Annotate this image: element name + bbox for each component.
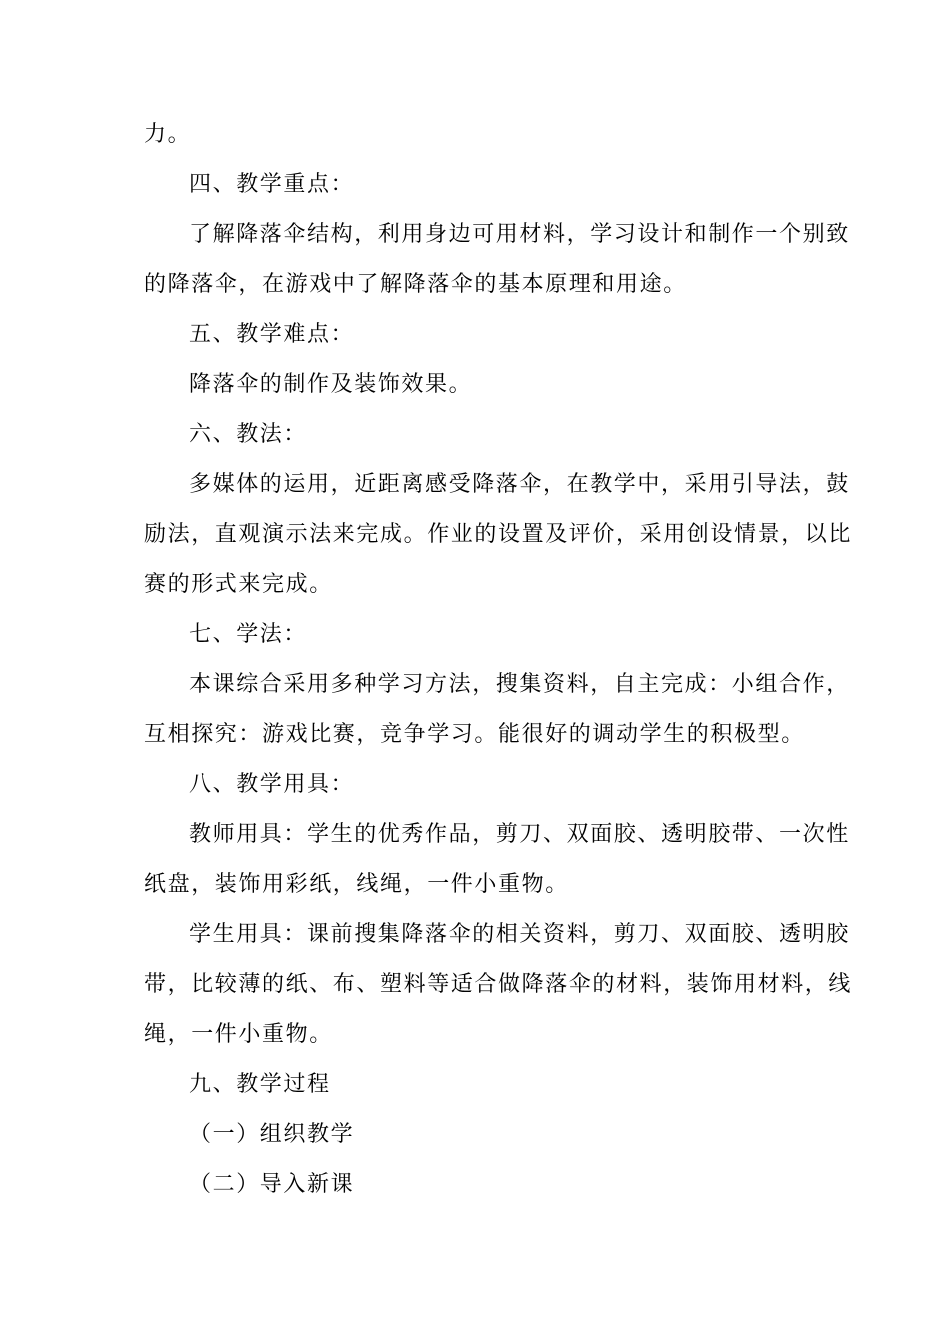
subsection-heading-organize: （一）组织教学	[189, 1122, 355, 1147]
section-heading-learning-methods: 七、学法：	[189, 622, 308, 647]
section-heading-teaching-process: 九、教学过程	[189, 1072, 331, 1097]
paragraph-line: 学生用具：课前搜集降落伞的相关资料，剪刀、双面胶、透明胶	[189, 922, 850, 947]
paragraph-line: 纸盘，装饰用彩纸，线绳，一件小重物。	[144, 872, 569, 897]
section-heading-difficulties: 五、教学难点：	[189, 322, 355, 347]
paragraph-line: 了解降落伞结构，利用身边可用材料，学习设计和制作一个别致	[189, 222, 850, 247]
section-heading-key-points: 四、教学重点：	[189, 172, 355, 197]
paragraph-line: 绳，一件小重物。	[144, 1022, 333, 1047]
paragraph-line: 降落伞的制作及装饰效果。	[189, 372, 473, 397]
paragraph-line: 励法，直观演示法来完成。作业的设置及评价，采用创设情景，以比	[144, 522, 853, 547]
section-heading-teaching-tools: 八、教学用具：	[189, 772, 355, 797]
paragraph-line: 教师用具：学生的优秀作品，剪刀、双面胶、透明胶带、一次性	[189, 822, 850, 847]
paragraph-line: 带，比较薄的纸、布、塑料等适合做降落伞的材料，装饰用材料，线	[144, 972, 853, 997]
paragraph-continuation: 力。	[144, 122, 192, 147]
paragraph-line: 互相探究：游戏比赛，竞争学习。能很好的调动学生的积极型。	[144, 722, 805, 747]
paragraph-line: 本课综合采用多种学习方法，搜集资料，自主完成：小组合作，	[189, 672, 850, 697]
paragraph-line: 赛的形式来完成。	[144, 572, 333, 597]
paragraph-line: 的降落伞，在游戏中了解降落伞的基本原理和用途。	[144, 272, 687, 297]
subsection-heading-introduction: （二）导入新课	[189, 1172, 355, 1197]
section-heading-teaching-methods: 六、教法：	[189, 422, 308, 447]
paragraph-line: 多媒体的运用，近距离感受降落伞，在教学中，采用引导法，鼓	[189, 472, 850, 497]
